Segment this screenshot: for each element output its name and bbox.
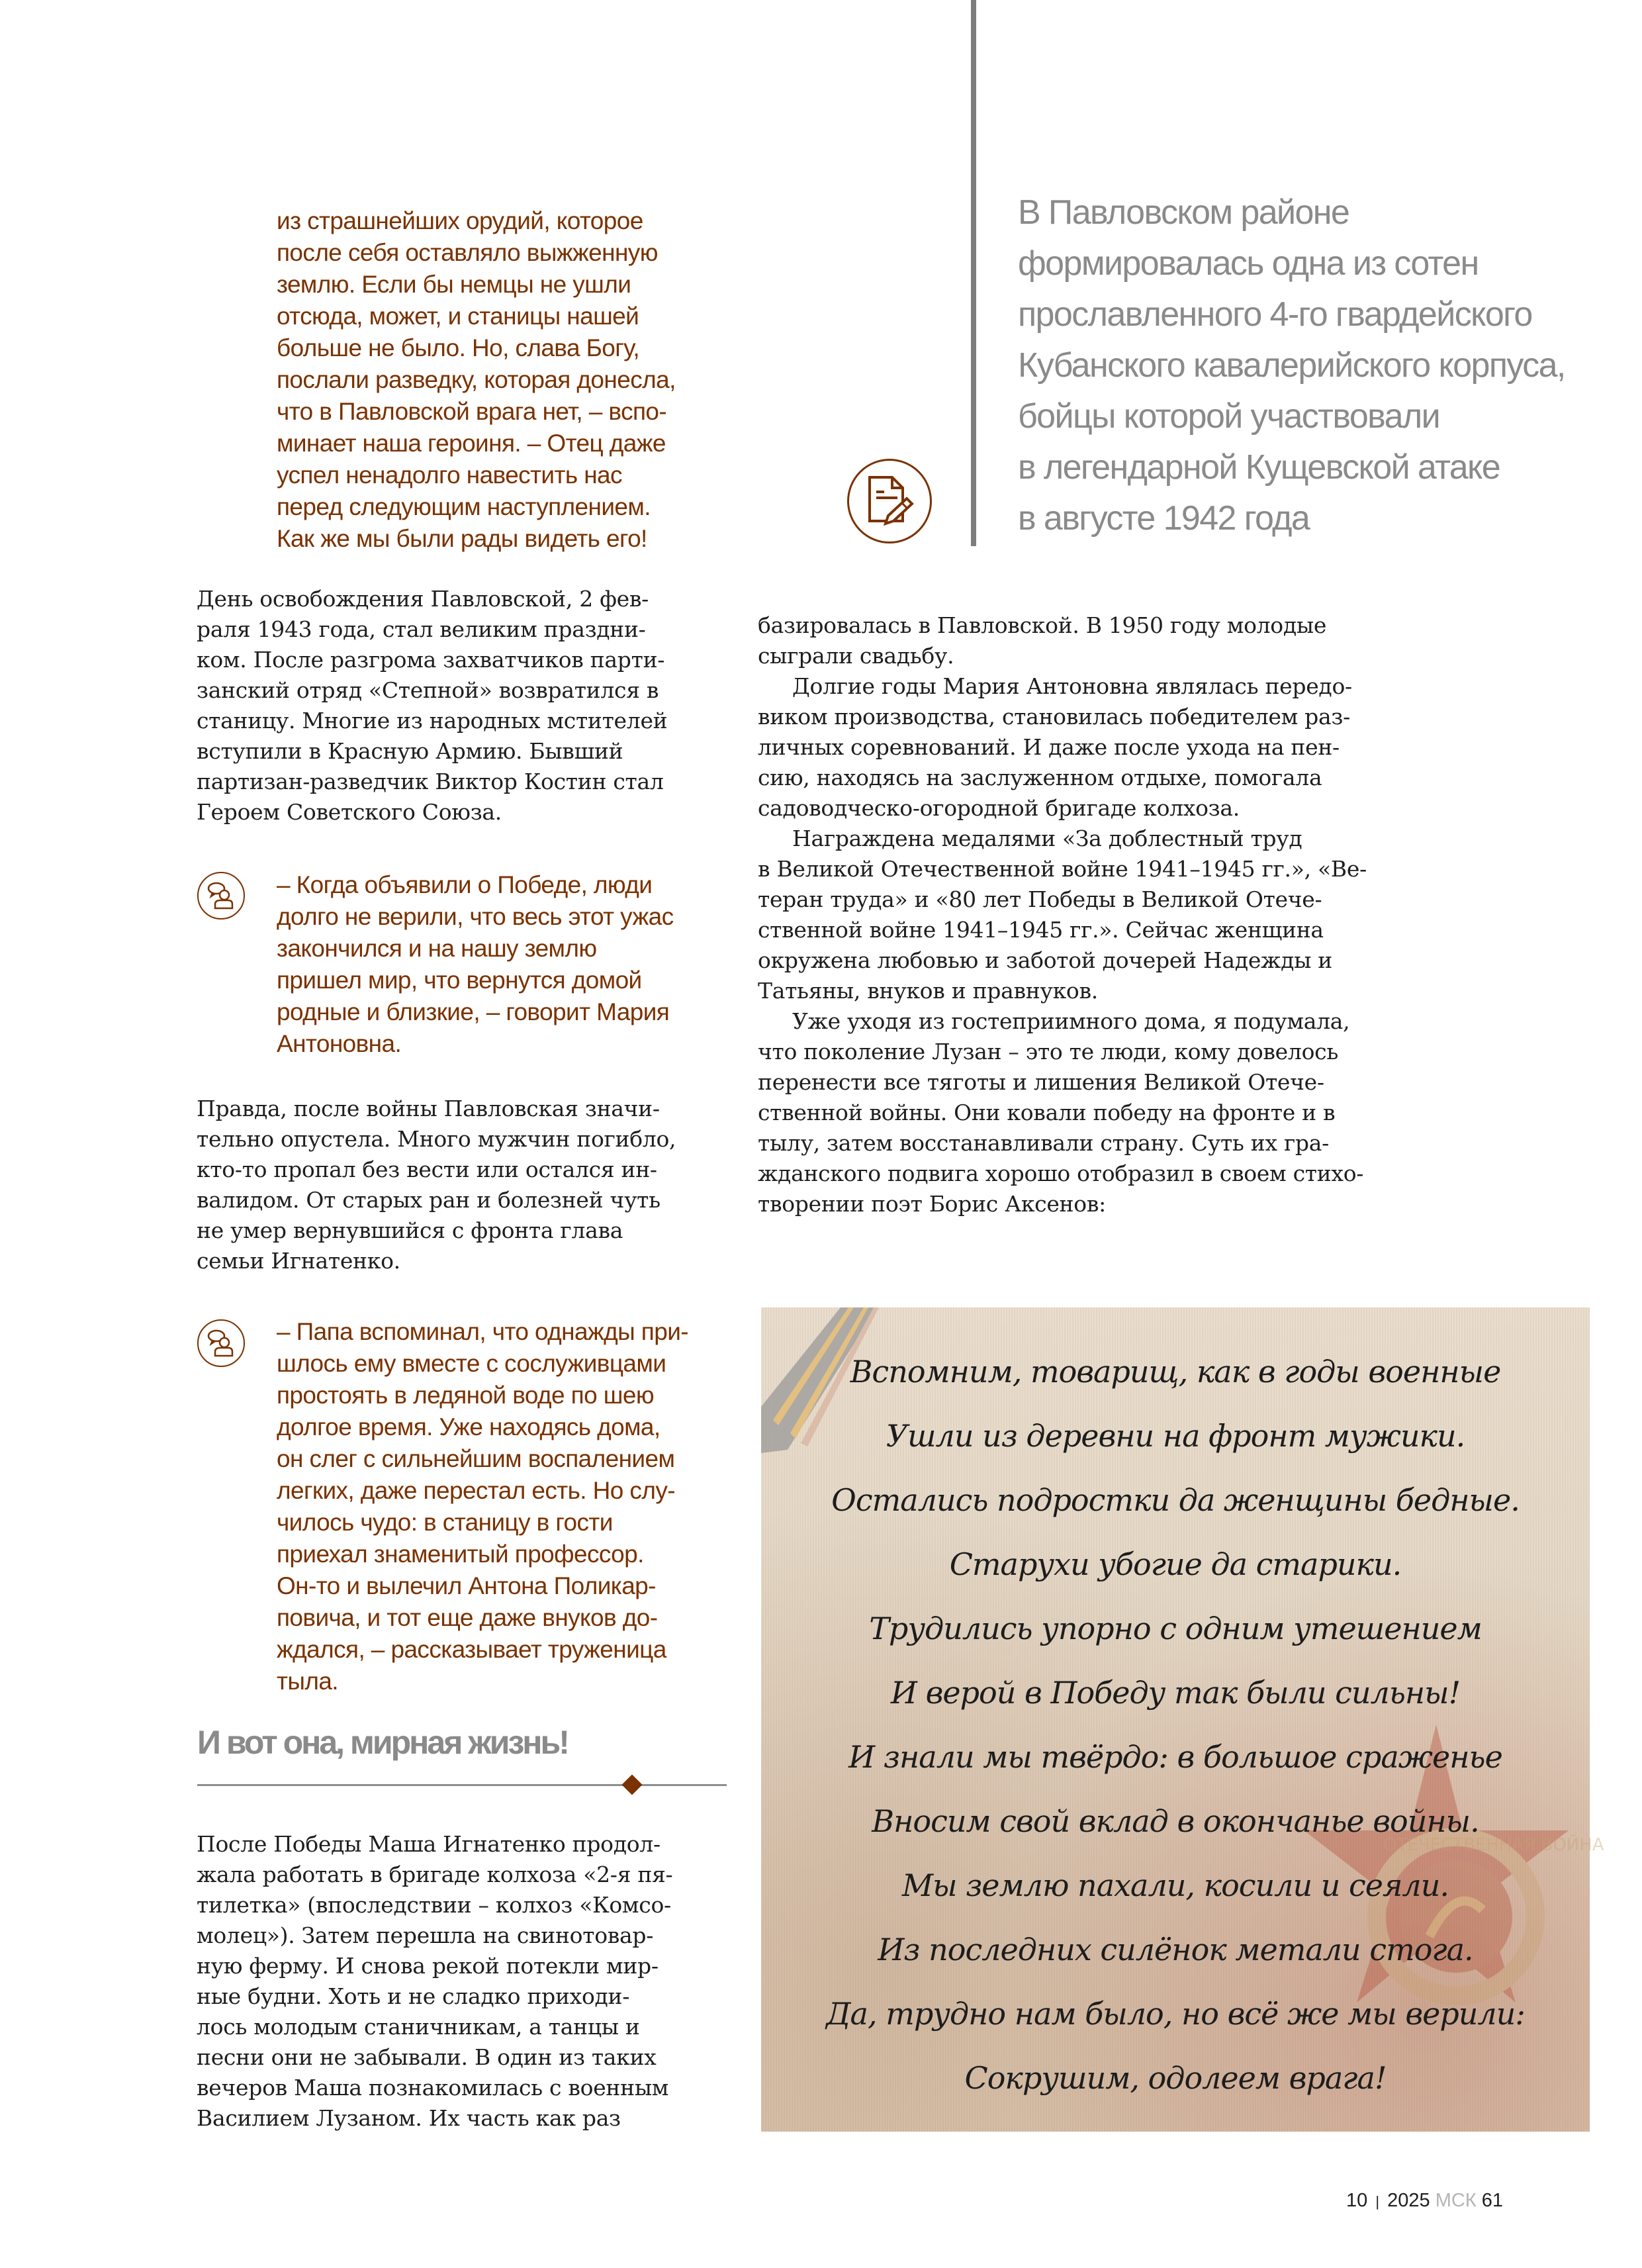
right-column-text <box>758 610 1459 1219</box>
pull-quote-line: Кубанского кавалерийского корпуса, <box>1018 346 1565 385</box>
pull-quote-line: формировалась одна из сотен <box>1018 244 1479 283</box>
page-footer <box>1346 2190 1503 2212</box>
text-line: личных соревнований. И даже после ухода на пен- <box>758 734 1340 760</box>
poem-line-text: Сокрушим, одолеем врага! <box>964 2060 1387 2096</box>
pull-quote-line: прославленного 4-го гвардейского <box>1018 295 1532 334</box>
text-line: лось молодым станичникам, а танцы и <box>197 2014 640 2040</box>
quote-line: родные и близкие, – говорит Мария <box>277 998 670 1025</box>
quote2-icon-frame <box>197 1319 245 1367</box>
poem-line-text: Трудились упорно с одним утешением <box>869 1611 1482 1646</box>
quote-line: пришел мир, что вернутся домой <box>277 967 642 994</box>
poem-line <box>761 2060 1590 2096</box>
text-line: садоводческо-огородной бригаде колхоза. <box>758 795 1240 821</box>
issue-year: 2025 <box>1387 2190 1430 2211</box>
magazine-name: МСК <box>1435 2190 1477 2211</box>
poem-line <box>761 1932 1590 1967</box>
pull-quote <box>1018 187 1614 544</box>
poem-line <box>761 1739 1590 1775</box>
page-number: 61 <box>1481 2190 1504 2211</box>
text-line: раля 1943 года, стал великим праздни- <box>197 616 646 642</box>
text-line: вечеров Маша познакомилась с военным <box>197 2075 669 2101</box>
quote-line: приехал знаменитый профессор. <box>277 1540 644 1568</box>
text-line: сыграли свадьбу. <box>758 643 954 669</box>
poem-line <box>761 1803 1590 1839</box>
text-line: ственной войны. Они ковали победу на фронте и в <box>758 1100 1336 1125</box>
text-line: День освобождения Павловской, 2 фев- <box>197 586 649 612</box>
quote-block-2 <box>277 1316 740 1697</box>
text-line: валидом. От старых ран и болезней чуть <box>197 1187 661 1213</box>
pull-quote-line: в августе 1942 года <box>1018 499 1310 538</box>
text-line: Татьяны, внуков и правнуков. <box>758 978 1098 1004</box>
right-paragraph-2 <box>758 671 1459 824</box>
section-heading: И вот она, мирная жизнь! <box>197 1724 568 1761</box>
text-line: тылу, затем восстанавливали страну. Суть их гра- <box>758 1130 1329 1156</box>
text-line: Долгие годы Мария Антоновна являлась передо- <box>792 673 1352 699</box>
quote-line: минает наша героиня. – Отец даже <box>277 430 666 457</box>
quote-line: простоять в ледяной воде по шею <box>277 1382 654 1409</box>
text-line: теран труда» и «80 лет Победы в Великой Отече- <box>758 886 1322 912</box>
conversation-icon <box>206 1328 236 1358</box>
poem-line <box>761 1418 1590 1454</box>
quote-line: долго не верили, что весь этот ужас <box>277 903 674 930</box>
quote-line: легких, даже перестал есть. Но слу- <box>277 1477 675 1504</box>
quote-line: что в Павловской врага нет, – вспо- <box>277 398 667 425</box>
quote-line: Как же мы были рады видеть его! <box>277 525 647 552</box>
quote-line: – Папа вспоминал, что однажды при- <box>277 1318 688 1345</box>
pull-quote-line: в легендарной Кущевской атаке <box>1018 448 1500 487</box>
quote-line: – Когда объявили о Победе, люди <box>277 871 653 898</box>
text-line: ные будни. Хоть и не сладко приходи- <box>197 1983 630 2009</box>
quote-line: закончился и на нашу землю <box>277 935 597 962</box>
poem-line <box>761 1867 1590 1903</box>
text-line: молец»). Затем перешла на свинотовар- <box>197 1922 654 1948</box>
quote-line: шлось ему вместе с сослуживцами <box>277 1350 666 1377</box>
left-paragraph-1 <box>197 584 726 827</box>
quote-line: долгое время. Уже находясь дома, <box>277 1413 661 1441</box>
text-line: жала работать в бригаде колхоза «2-я пя- <box>197 1862 673 1887</box>
quote-line: чилось чудо: в станицу в гости <box>277 1509 613 1536</box>
quote-line: больше не было. Но, слава Богу, <box>277 334 640 361</box>
text-line: ком. После разгрома захватчиков парти- <box>197 647 665 673</box>
poem-line-text: Вспомним, товарищ, как в годы военные <box>850 1354 1501 1390</box>
poem-line <box>761 1354 1590 1390</box>
quote-line: отсюда, может, и станицы нашей <box>277 303 639 330</box>
poem-line-text: Остались подростки да женщины бедные. <box>831 1482 1520 1518</box>
text-line: Правда, после войны Павловская значи- <box>197 1096 660 1121</box>
quote-line: Он-то и вылечил Антона Поликар- <box>277 1572 656 1599</box>
right-paragraph-1 <box>758 610 1459 671</box>
pull-quote-line: бойцы которой участвовали <box>1018 397 1440 436</box>
quote-line: он слег с сильнейшим воспалением <box>277 1445 675 1472</box>
text-line: творении поэт Борис Аксенов: <box>758 1191 1106 1217</box>
pull-quote-divider <box>971 0 976 546</box>
conversation-icon <box>206 880 236 911</box>
poem-line-text: Из последних силёнок метали стога. <box>878 1932 1473 1967</box>
left-paragraph-3 <box>197 1829 726 2134</box>
text-line: тельно опустела. Много мужчин погибло, <box>197 1126 676 1152</box>
text-line: базировалась в Павловской. В 1950 году молодые <box>758 612 1327 638</box>
text-line: партизан-разведчик Виктор Костин стал <box>197 769 664 794</box>
quote-block-1 <box>277 869 740 1060</box>
text-line: ственной войне 1941–1945 гг.». Сейчас женщина <box>758 917 1324 943</box>
text-line: ную ферму. И снова рекой потекли мир- <box>197 1953 659 1979</box>
issue-number: 10 <box>1346 2190 1368 2211</box>
text-line: жданского подвига хорошо отобразил в своем стихо- <box>758 1160 1364 1186</box>
right-paragraph-4 <box>758 1006 1459 1219</box>
text-line: Уже уходя из гостеприимного дома, я подумала, <box>792 1008 1350 1034</box>
text-line: станицу. Многие из народных мстителей <box>197 708 668 733</box>
quote-line: успел ненадолго навестить нас <box>277 461 622 489</box>
pull-quote-line: В Павловском районе <box>1018 193 1349 232</box>
poem-line <box>761 1996 1590 2032</box>
document-pen-icon <box>866 475 913 528</box>
quote-line: землю. Если бы немцы не ушли <box>277 271 631 298</box>
heading-rule <box>197 1784 727 1786</box>
text-line: Василием Лузаном. Их часть как раз <box>197 2105 621 2131</box>
text-line: в Великой Отечественной войне 1941–1945 гг.», «Ве- <box>758 856 1367 882</box>
text-line: семьи Игнатенко. <box>197 1248 400 1274</box>
quote-line: тыла. <box>277 1668 338 1695</box>
text-line: виком производства, становилась победителем раз- <box>758 704 1350 730</box>
text-line: вступили в Красную Армию. Бывший <box>197 738 623 764</box>
quote-line: перед следующим наступлением. <box>277 493 651 520</box>
quote-line: из страшнейших орудий, которое <box>277 207 643 234</box>
text-line: не умер вернувшийся с фронта глава <box>197 1217 623 1243</box>
quote1-icon-frame <box>197 872 245 920</box>
text-line: После Победы Маша Игнатенко продол- <box>197 1831 661 1857</box>
poem-line <box>761 1611 1590 1646</box>
footer-separator: | <box>1375 2193 1380 2210</box>
text-line: тилетка» (впоследствии – колхоз «Комсо- <box>197 1892 671 1918</box>
poem-line-text: Старухи убогие да старики. <box>949 1546 1402 1582</box>
text-line: песни они не забывали. В один из таких <box>197 2044 657 2070</box>
poem-line <box>761 1482 1590 1518</box>
text-line: кто-то пропал без вести или остался ин- <box>197 1157 657 1182</box>
poem-line-text: Мы землю пахали, косили и сеяли. <box>902 1867 1449 1903</box>
poem-image <box>761 1307 1604 2132</box>
poem-line-text: Да, трудно нам было, но всё же мы верили: <box>826 1996 1525 2032</box>
text-line: перенести все тяготы и лишения Великой Отече- <box>758 1069 1324 1095</box>
poem-line-text: Ушли из деревни на фронт мужики. <box>886 1418 1465 1454</box>
heading-diamond-icon <box>621 1774 642 1795</box>
pull-quote-icon-frame <box>847 459 932 543</box>
quote-line: послали разведку, которая донесла, <box>277 366 676 393</box>
poem-line-text: И верой в Победу так были сильны! <box>890 1675 1461 1711</box>
poem-line-text: Вносим свой вклад в окончанье войны. <box>872 1803 1479 1839</box>
quote-line: ждался, – рассказывает труженица <box>277 1636 666 1663</box>
poem-line-text: И знали мы твёрдо: в большое сраженье <box>848 1739 1502 1775</box>
text-line: занский отряд «Степной» возвратился в <box>197 677 659 703</box>
quote-line: повича, и тот еще даже внуков до- <box>277 1604 658 1631</box>
top-quote <box>277 205 740 555</box>
poem-line <box>761 1675 1590 1711</box>
poem-line <box>761 1546 1590 1582</box>
text-line: что поколение Лузан – это те люди, кому довелось <box>758 1039 1338 1064</box>
medal-text: ОТЕЧЕСТВЕННАЯ ВОЙНА <box>1383 1835 1604 1855</box>
quote-line: после себя оставляло выжженную <box>277 239 658 266</box>
text-line: окружена любовью и заботой дочерей Надежды и <box>758 947 1332 973</box>
right-paragraph-3 <box>758 824 1459 1006</box>
text-line: сию, находясь на заслуженном отдыхе, помогала <box>758 765 1322 790</box>
quote-line: Антоновна. <box>277 1030 402 1057</box>
left-paragraph-2 <box>197 1094 726 1276</box>
text-line: Награждена медалями «За доблестный труд <box>792 826 1302 851</box>
text-line: Героем Советского Союза. <box>197 799 502 825</box>
